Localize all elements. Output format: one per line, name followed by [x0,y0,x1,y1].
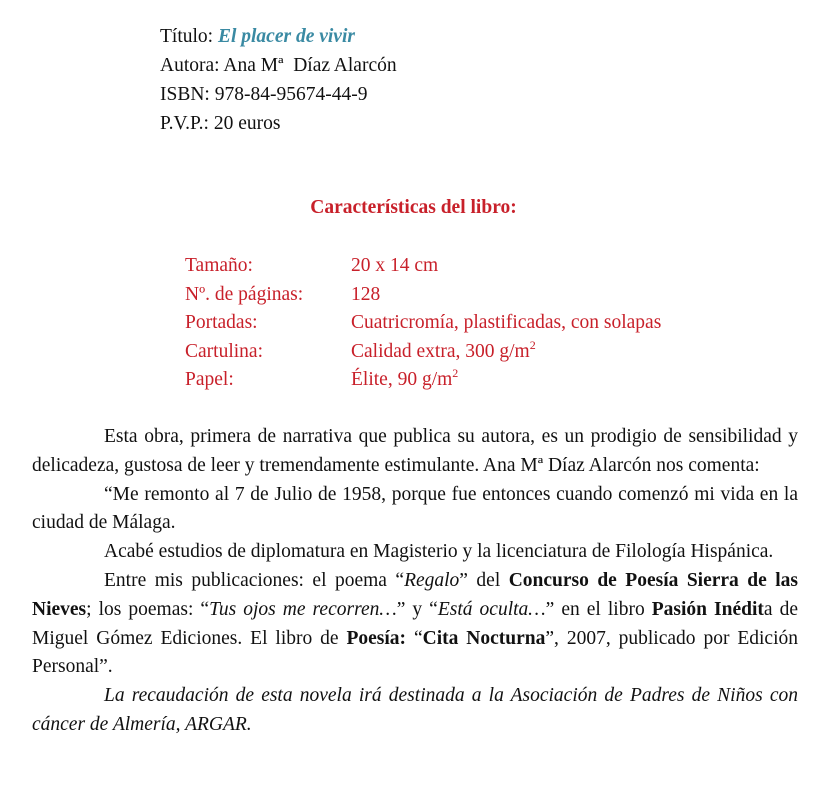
italic-run: Está oculta… [437,598,546,620]
text-run: ; los poemas: “ [86,598,210,620]
characteristics-list [185,252,661,395]
italic-run: Regalo [404,569,460,591]
spec-value: Élite, 90 g/m [351,369,453,390]
spec-label: Portadas: [185,312,258,333]
text-run: “ [406,627,423,649]
text-run: Entre mis publicaciones: el poema “ [104,569,405,591]
paragraph-publications [32,567,798,682]
spec-row-pages [185,281,661,310]
title-label: Título: [160,26,218,47]
paragraph-donation: La recaudación de esta novela irá destinada a la Asociación de Padres de Niños con cáncer de Almería, ARGAR. [32,685,798,735]
spec-row-cardstock [185,338,661,367]
spec-value: 20 x 14 cm [351,255,439,276]
spec-row-paper [185,366,661,395]
spec-superscript: 2 [452,366,459,380]
isbn-line: ISBN: 978-84-95674-44-9 [160,84,368,105]
spec-value: Calidad extra, 300 g/m [351,340,530,362]
bold-run: Pasión Inédit [651,598,764,620]
author-line: Autora: Ana Mª Díaz Alarcón [160,55,397,76]
bold-run: Cita Nocturna [422,627,546,649]
spec-row-covers [185,309,661,338]
description-body [32,423,798,740]
title-line [160,22,397,51]
text-run: ” y “ [396,598,438,620]
characteristics-heading: Características del libro: [310,197,517,218]
paragraph-intro: Esta obra, primera de narrativa que publica su autora, es un prodigio de sensibilidad y delicadeza, gustosa de leer y tremendamente estimulante. Ana Mª Díaz Alarcón nos comenta: [32,426,798,476]
spec-value: 128 [351,283,381,305]
bold-run: Concurso de Poesía Sierra de las Nieves [32,569,798,620]
spec-label: Nº. de páginas: [185,283,304,305]
text-run: ”, 2007, publicado por Edición Personal”. [32,627,799,678]
spec-label: Cartulina: [185,340,263,362]
text-run: ” del [459,569,509,591]
italic-run: Tus ojos me recorren… [209,598,397,620]
spec-superscript: 2 [529,337,536,352]
book-title: El placer de vivir [217,26,355,47]
paragraph-studies: Acabé estudios de diplomatura en Magisterio y la licenciatura de Filología Hispánica. [104,541,774,563]
spec-row-size [185,252,661,281]
text-run: ” en el libro [545,598,652,620]
price-line: P.V.P.: 20 euros [160,113,281,134]
book-metadata [160,22,397,138]
spec-value: Cuatricromía, plastificadas, con solapas [351,312,662,333]
text-run: a de Miguel Gómez Ediciones. El libro de [32,598,799,649]
bold-run: Poesía: [346,627,407,649]
spec-label: Papel: [185,369,234,390]
spec-label: Tamaño: [185,255,253,276]
paragraph-quote-birth: “Me remonto al 7 de Julio de 1958, porque fue entonces cuando comenzó mi vida en la ciudad de Málaga. [32,483,798,534]
